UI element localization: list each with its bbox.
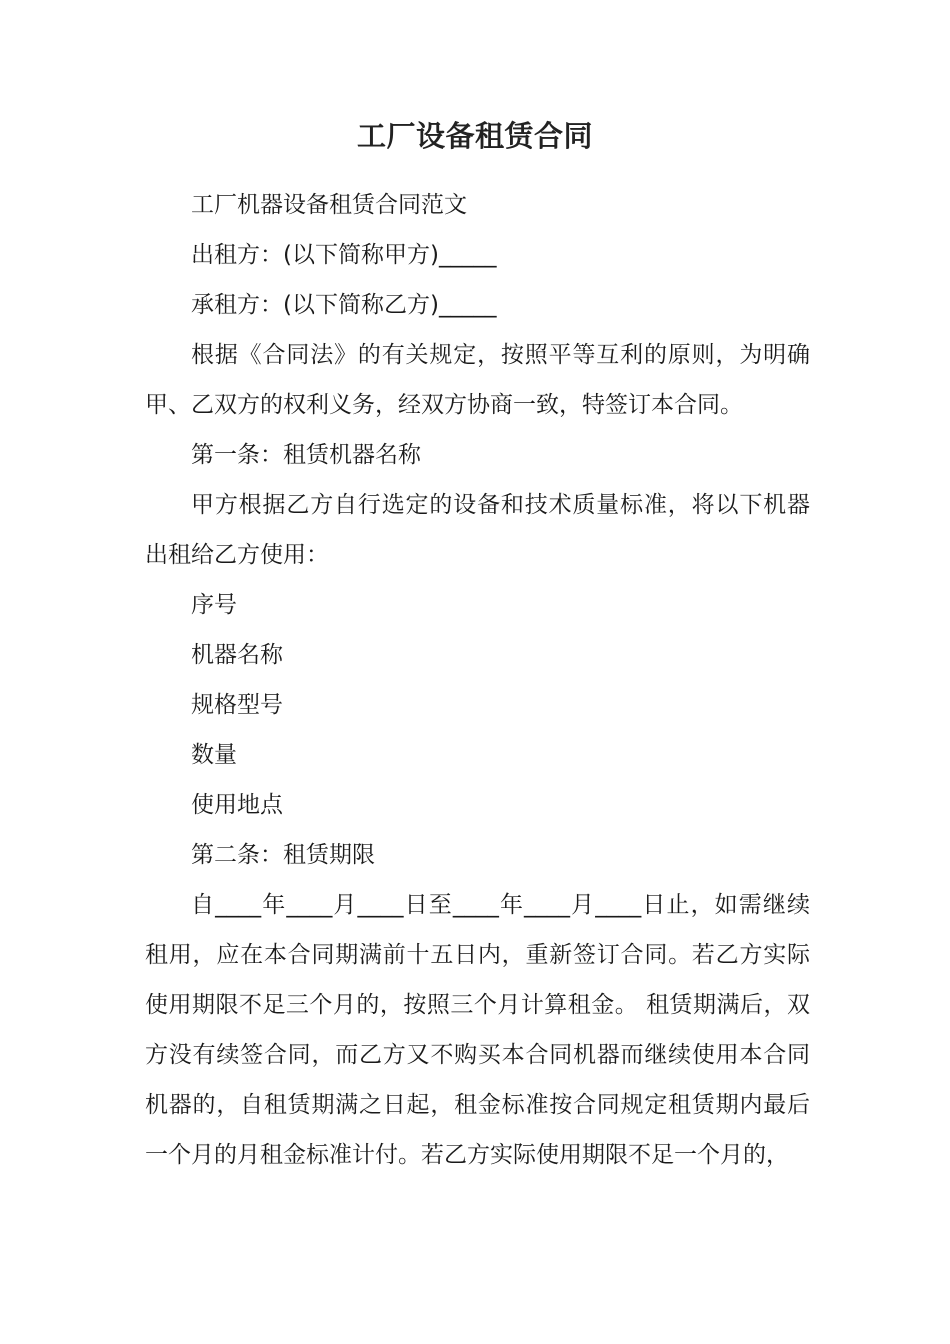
list-item-location: 使用地点 xyxy=(191,792,283,818)
list-item-machine-name: 机器名称 xyxy=(191,642,283,668)
article-2-paragraph: 自____年____月____日至____年____月____日止，如需继续租用，应在本合同期满前十五日内，重新签订合同。若乙方实际使用期限不足三个月的，按照三个月计算租金。 租赁期满后，双方没有续签合同，而乙方又不购买本合同机器而继续使用本合同机器的，自租赁期满之日起，租金标准按合同规定租赁期内最后一个月的月租金标准计付。若乙方实际使用期限不足一个月的， xyxy=(145,892,810,1168)
document-title: 工厂设备租赁合同 xyxy=(356,119,593,153)
list-item-serial-number: 序号 xyxy=(191,592,237,618)
subtitle-paragraph: 工厂机器设备租赁合同范文 xyxy=(191,192,467,218)
list-item-quantity: 数量 xyxy=(191,742,237,768)
list-item-model: 规格型号 xyxy=(191,692,283,718)
lessee-line: 承租方：(以下简称乙方)_____ xyxy=(191,292,497,318)
article-2-heading: 第二条：租赁期限 xyxy=(191,842,375,868)
article-1-heading: 第一条：租赁机器名称 xyxy=(191,442,421,468)
preamble-paragraph: 根据《合同法》的有关规定，按照平等互利的原则，为明确甲、乙双方的权利义务，经双方协商一致，特签订本合同。 xyxy=(145,342,810,418)
lessor-line: 出租方：(以下简称甲方)_____ xyxy=(191,242,497,268)
document-body xyxy=(145,180,810,1180)
article-1-paragraph: 甲方根据乙方自行选定的设备和技术质量标准，将以下机器出租给乙方使用： xyxy=(145,492,810,568)
